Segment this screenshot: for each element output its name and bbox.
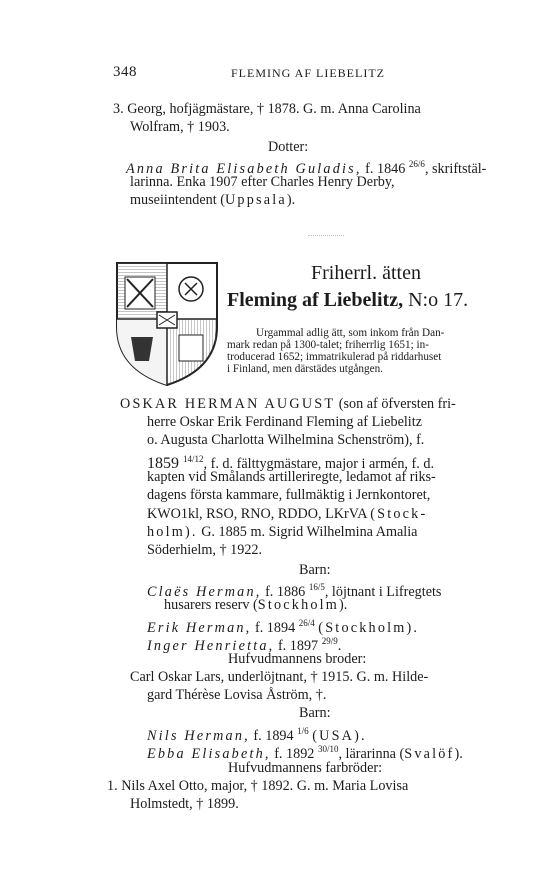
orders: KWO1kl, RSO, RNO, RDDO, LKrVA [147,506,367,522]
daughter-entry: Anna Brita Elisabeth Guladis, f. 1846 $^{26/6}$, skriftstäl- [126,159,487,177]
head-name: OSKAR HERMAN AUGUST [120,396,336,412]
head-birth-date: 14/12 [183,454,204,464]
head-marriage-line: holm). G. 1885 m. Sigrid Wilhelmina Amalia [147,524,418,540]
child-name: Erik Herman, [147,620,252,636]
head-entry-line: herre Oskar Erik Ferdinand Fleming af Liebelitz [147,414,422,430]
dotter-heading: Dotter: [268,139,309,155]
children-heading: Barn: [299,562,331,578]
head-entry-line: kapten vid Smålands artilleriregte, ledamot af riks- [147,469,436,485]
uncles-heading: Hufvudmannens farbröder: [228,760,383,776]
child-name: Claës Herman, [147,584,262,600]
daughter-name: Anna Brita Elisabeth Guladis, [126,161,362,177]
entry-georg-cont: Wolfram, † 1903. [130,119,230,135]
coat-of-arms [113,257,221,389]
child-entry: Claës Herman, f. 1886 $^{16/5}$, löjtnant i Lifregtets [147,582,442,600]
child-name: Ebba Elisabeth, [147,746,271,762]
daughter-birth-date: 26/6 [408,159,425,169]
family-intro-line: mark redan på 1300-talet; friherrlig 1651; in- [227,339,429,351]
brother-entry-cont: gard Thérèse Lovisa Åström, †. [147,687,327,703]
family-name-title: Fleming af Liebelitz, N:o 17. [227,289,469,311]
nephew-entry: Nils Herman, f. 1894 $^{1/6}$ (USA). [147,726,367,744]
head-birth-line: 1859 $^{14/12}$, f. d. fälttygmästare, major i armén, f. d. [147,454,434,472]
entry-georg: 3. Georg, hofjägmästare, † 1878. G. m. Anna Carolina [113,101,421,117]
child-name: Inger Henrietta, [147,638,275,654]
daughter-entry-cont: larinna. Enka 1907 efter Charles Henry Derby, [130,174,395,190]
place-uppsala: Uppsala [224,192,287,208]
brother-entry: Carl Oskar Lars, underlöjtnant, † 1915. G. m. Hilde- [130,669,429,685]
child-entry-cont: husarers reserv (Stockholm). [164,597,348,613]
head-entry-line: dagens första kammare, fullmäktig i Jernkontoret, [147,487,431,503]
family-intro-line: Urgammal adlig ätt, som inkom från Dan- [256,327,445,339]
head-of-family-entry: OSKAR HERMAN AUGUST (son af öfversten fri- [120,396,456,412]
running-title: FLEMING AF LIEBELITZ [231,66,385,80]
brother-heading: Hufvudmannens broder: [228,651,367,667]
family-intro-line: troducerad 1652; immatrikulerad på riddarhuset [227,351,442,363]
uncle-entry: 1. Nils Axel Otto, major, † 1892. G. m. Maria Lovisa [107,778,409,794]
niece-entry: Ebba Elisabeth, f. 1892 $^{30/10}$, lärarinna (Svalöf). [147,744,463,762]
head-entry-line: o. Augusta Charlotta Wilhelmina Schenström), f. [147,432,425,448]
child-entry: Inger Henrietta, f. 1897 $^{29/9}$. [147,636,342,654]
section-divider [308,235,344,236]
brother-children-heading: Barn: [299,705,331,721]
page-number: 348 [113,64,137,80]
uncle-entry-cont: Holmstedt, † 1899. [130,796,239,812]
page-header [113,64,433,84]
daughter-entry-end: museiintendent (Uppsala). [130,192,296,208]
family-number: N:o 17. [403,289,469,311]
head-wife-end: Söderhielm, † 1922. [147,542,263,558]
child-name: Nils Herman, [147,728,250,744]
child-entry: Erik Herman, f. 1894 $^{26/4}$ (Stockholm). [147,618,420,636]
family-intro-line: i Finland, men därstädes utgången. [227,363,383,375]
head-orders-line: KWO1kl, RSO, RNO, RDDO, LKrVA (Stock- [147,506,428,522]
family-rank-title: Friherrl. ätten [311,262,421,284]
